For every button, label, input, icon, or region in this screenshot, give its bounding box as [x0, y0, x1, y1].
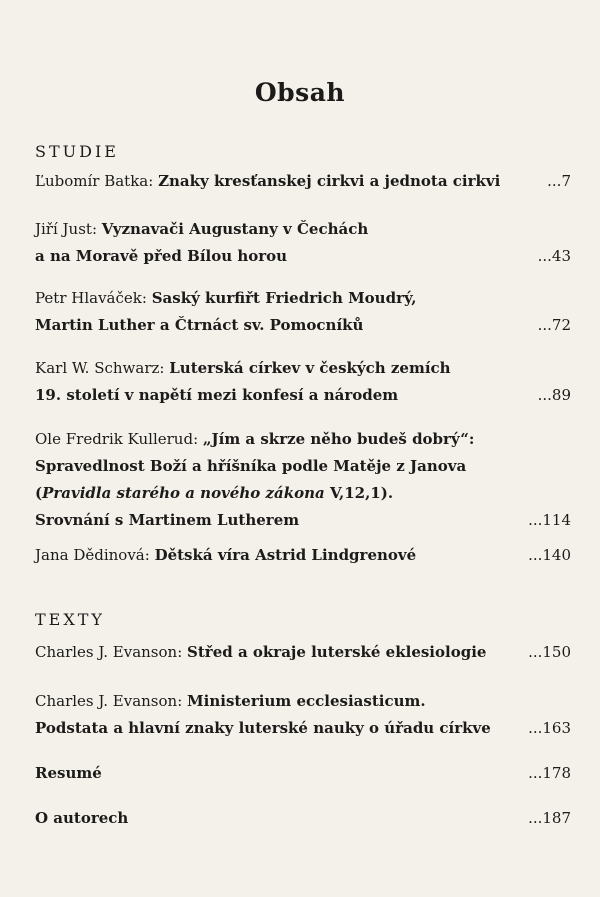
entry-title: Střed a okraje luterské eklesiologie	[187, 643, 487, 661]
entry-title: Vyznavači Augustany v Čechách	[101, 220, 369, 238]
entry-author: Ole Fredrik Kullerud:	[35, 430, 199, 448]
entry-author: Petr Hlaváček:	[35, 289, 147, 307]
entry-page-number: ...140	[528, 546, 571, 564]
entry-page-number: ...187	[528, 809, 571, 827]
page-title: Obsah	[254, 78, 346, 107]
entry-author: Ľubomír Batka:	[35, 172, 154, 190]
entry-title-continued: Podstata a hlavní znaky luterské nauky o úřadu církve	[35, 719, 491, 737]
entry-page-number: ...89	[537, 386, 571, 404]
entry-author: Charles J. Evanson:	[35, 692, 183, 710]
toc-entry[interactable]	[35, 805, 571, 832]
entry-title: Ministerium ecclesiasticum.	[187, 692, 426, 710]
toc-entry[interactable]	[35, 688, 571, 742]
toc-entry[interactable]	[35, 285, 571, 339]
entry-title: Luterská církev v českých zemích	[169, 359, 451, 377]
entry-page-number: ...114	[528, 511, 571, 529]
entry-title: „Jím a skrze něho budeš dobrý“:	[202, 430, 475, 448]
entry-title-paren-close: V,12,1).	[324, 484, 394, 502]
entry-title-continued: a na Moravě před Bílou horou	[35, 247, 288, 265]
toc-entry[interactable]	[35, 216, 571, 270]
entry-page-number: ...178	[528, 764, 571, 782]
entry-title-paren-open: (	[35, 484, 43, 502]
entry-title-continued: Srovnání s Martinem Lutherem	[35, 511, 300, 529]
section-heading-texty: TEXTY	[35, 610, 105, 629]
entry-page-number: ...7	[547, 172, 571, 190]
entry-page-number: ...72	[537, 316, 571, 334]
toc-entry[interactable]	[35, 168, 571, 195]
entry-title: Dětská víra Astrid Lindgrenové	[154, 546, 417, 564]
entry-author: Karl W. Schwarz:	[35, 359, 165, 377]
toc-entry[interactable]	[35, 426, 571, 534]
entry-title: Resumé	[35, 764, 102, 782]
entry-page-number: ...150	[528, 643, 571, 661]
entry-title: Znaky kresťanskej cirkvi a jednota cirkvi	[158, 172, 501, 190]
toc-entry[interactable]	[35, 639, 571, 666]
entry-title-italic: Pravidla starého a nového zákona	[42, 484, 325, 502]
entry-title: Saský kurfiřt Friedrich Moudrý,	[151, 289, 417, 307]
toc-entry[interactable]	[35, 355, 571, 409]
entry-page-number: ...43	[537, 247, 571, 265]
entry-author: Charles J. Evanson:	[35, 643, 183, 661]
entry-title-continued: Spravedlnost Boží a hříšníka podle Matěje z Janova	[35, 457, 467, 475]
toc-entry[interactable]	[35, 542, 571, 569]
entry-title: O autorech	[35, 809, 129, 827]
entry-page-number: ...163	[528, 719, 571, 737]
section-heading-studie: STUDIE	[35, 142, 119, 161]
entry-author: Jana Dědinová:	[35, 546, 150, 564]
entry-author: Jiří Just:	[35, 220, 97, 238]
entry-title-continued: Martin Luther a Čtrnáct sv. Pomocníků	[35, 316, 364, 334]
toc-entry[interactable]	[35, 760, 571, 787]
entry-title-continued: 19. století v napětí mezi konfesí a národem	[35, 386, 399, 404]
